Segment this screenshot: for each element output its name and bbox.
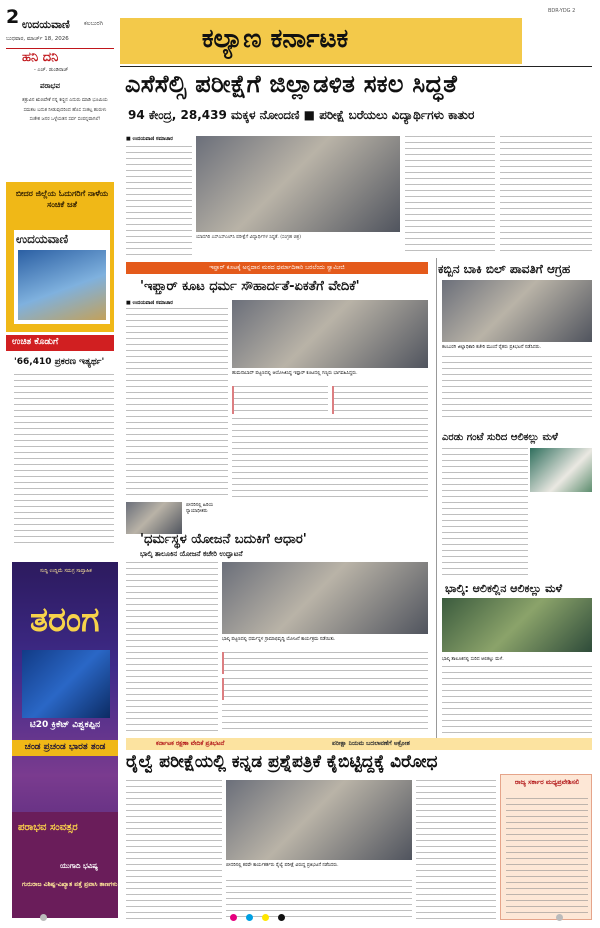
ad-tagline-2: ಚಂಡ ಪ್ರಚಂಡ ಭಾರತ ತಂಡ bbox=[24, 742, 106, 752]
registration-mark bbox=[230, 914, 237, 921]
lead-body-col-2 bbox=[405, 136, 495, 256]
sugarcane-body bbox=[442, 356, 592, 418]
dharmasthala-headline: 'ಧರ್ಮಸ್ಥಳ ಯೋಜನೆ ಬದುಕಿಗೆ ಆಧಾರ' bbox=[140, 532, 307, 547]
judge-photo-caption: ಬೀದರಿನಲ್ಲಿ ಹಿರಿಯ ನ್ಯಾಯಾಧೀಶರು bbox=[186, 503, 214, 514]
gift-text: ಉಚಿತ ಕೊಡುಗೆ bbox=[12, 337, 59, 347]
registration-mark bbox=[246, 914, 253, 921]
promo-text: ಬೀದರ ಜಿಲ್ಲೆಯ ಓದುಗರಿಗೆ ನಾಳೆಯ ಸಂಚಿಕೆ ಜತೆ bbox=[15, 189, 109, 209]
railway-body-col-2 bbox=[226, 880, 412, 920]
iftar-byline: ■ ಉದಯವಾಣಿ ಸಮಾಚಾರ bbox=[126, 300, 173, 306]
sidebar-note-title: ರಾಜ್ಯ ಸರ್ಕಾರ ಮಧ್ಯಪ್ರವೇಶಿಸಲಿ bbox=[514, 778, 580, 786]
section-title: ಕಲ್ಯಾಣ ಕರ್ನಾಟಕ bbox=[201, 24, 349, 54]
ad-logo-text: ಸುದ್ದಿ ಉದ್ದಿಮೆ ಸಮಗ್ರ ಸಾಪ್ತಾಹಿಕ bbox=[40, 568, 92, 574]
railway-body-col-1 bbox=[126, 780, 222, 920]
railway-body-col-3 bbox=[416, 780, 496, 920]
registration-mark bbox=[556, 914, 563, 921]
masthead-rule bbox=[120, 66, 592, 67]
ad-bottom-text: ಗುರುರಾಜ ವಿಶಿಷ್ಟ-ವಿಖ್ಯಾತ ಪತ್ತೆ ಪ್ರವಾಸಿ ತಾಣಗಳು bbox=[22, 881, 118, 888]
sugarcane-photo bbox=[442, 280, 592, 342]
column-divider bbox=[436, 258, 437, 738]
page-code: BDR-YDG 2 bbox=[548, 8, 576, 14]
lead-byline: ■ ಉದಯವಾಣಿ ಸಮಾಚಾರ bbox=[126, 136, 173, 142]
dharmasthala-caption: ಭಾಲ್ಕಿ ಪಟ್ಟಣದಲ್ಲಿ ಧರ್ಮಸ್ಥಳ ಗ್ರಾಮಾಭಿವೃದ್ಧಿ ಯೋಜನೆ ಕಾರ್ಯಕ್ರಮ ನಡೆಯಿತು. bbox=[222, 637, 336, 642]
ad-players-image bbox=[22, 650, 110, 718]
iftar-headline: 'ಇಫ್ತಾರ್ ಕೂಟ ಧರ್ಮ ಸೌಹಾರ್ದತೆ-ಏಕತೆಗೆ ವೇದಿಕೆ' bbox=[140, 279, 360, 294]
sidebar-note-text bbox=[506, 798, 588, 916]
railway-headline: ರೈಲ್ವೆ ಪರೀಕ್ಷೆಯಲ್ಲಿ ಕನ್ನಡ ಪ್ರಶ್ನೆಪತ್ರಿಕೆ ಕೈಬಿಟ್ಟಿದ್ದಕ್ಕೆ ವಿರೋಧ bbox=[126, 752, 438, 772]
paper-name: ಉದಯವಾಣಿ bbox=[22, 18, 70, 31]
column-title: ಹನಿ ದನಿ bbox=[22, 50, 59, 65]
iftar-body-col-2 bbox=[232, 418, 428, 498]
registration-mark bbox=[278, 914, 285, 921]
iftar-body-col-1 bbox=[126, 308, 228, 498]
sugarcane-caption: ಕಲಬುರಗಿ ಜಿಲ್ಲಾಧಿಕಾರಿ ಕಚೇರಿ ಮುಂದೆ ರೈತರು ಪ್ರತಿಭಟನೆ ನಡೆಸಿದರು. bbox=[442, 345, 542, 350]
bhalki-hail-photo bbox=[442, 598, 592, 652]
bhalki-hail-headline: ಭಾಲ್ಕಿ: ಆಲಿಕಲ್ಲಿನ ಆಲಿಕಲ್ಲು ಮಳೆ bbox=[445, 582, 563, 595]
iftar-photo bbox=[232, 300, 428, 368]
brief-headline: '66,410 ಪ್ರಕರಣ ಇತ್ಯರ್ಥ' bbox=[14, 357, 105, 367]
promo-paper-name: ಉದಯವಾಣಿ bbox=[16, 232, 69, 246]
railway-caption: ಬೀದರಿನಲ್ಲಿ ಕರವೇ ಕಾರ್ಯಕರ್ತರು ರೈಲ್ವೆ ಪರೀಕ್ಷೆ ವಿರುದ್ಧ ಪ್ರತಿಭಟನೆ ನಡೆಸಿದರು. bbox=[226, 863, 339, 868]
dharmasthala-quote-2 bbox=[222, 678, 428, 700]
poem-title: ಪರಾಭವ bbox=[40, 82, 60, 90]
dharmasthala-body-col-1 bbox=[126, 562, 218, 732]
bhalki-hail-caption: ಭಾಲ್ಕಿ ತಾಲೂಕಿನಲ್ಲಿ ಸುರಿದ ಆಲಿಕಲ್ಲು ಮಳೆ. bbox=[442, 657, 504, 662]
lead-body-col-3 bbox=[500, 136, 592, 256]
sugarcane-headline: ಕಬ್ಬಿನ ಬಾಕಿ ಬಿಲ್ ಪಾವತಿಗೆ ಆಗ್ರಹ bbox=[438, 262, 571, 276]
lead-headline: ಎಸೆಸೆಲ್ಸಿ ಪರೀಕ್ಷೆಗೆ ಜಿಲ್ಲಾಡಳಿತ ಸಕಲ ಸಿದ್ಧತೆ bbox=[125, 70, 458, 98]
yugadi-title: ಪರಾಭವ ಸಂವತ್ಸರ bbox=[18, 822, 78, 833]
dharmasthala-quote-1 bbox=[222, 652, 428, 674]
brief-body-text bbox=[14, 374, 114, 544]
railway-kicker-1: ಕರ್ನಾಟಕ ರಕ್ಷಣಾ ವೇದಿಕೆ ಪ್ರತಿಭಟನೆ bbox=[156, 740, 225, 747]
lead-photo bbox=[196, 136, 400, 232]
dharmasthala-subheadline: ಭಾಲ್ಕಿ ತಾಲೂಕಿನ ಯೋಜನೆ ಕಚೇರಿ ಉದ್ಘಾಟನೆ bbox=[140, 550, 243, 558]
page-number: 2 bbox=[6, 6, 20, 28]
left-top-rule bbox=[6, 48, 114, 49]
judge-photo bbox=[126, 502, 182, 534]
bhalki-hail-body bbox=[442, 666, 592, 734]
registration-mark bbox=[262, 914, 269, 921]
hailstorm-headline: ಎರಡು ಗಂಟೆ ಸುರಿದ ಆಲಿಕಲ್ಲು ಮಳೆ bbox=[442, 432, 558, 443]
railway-kicker-2: ಪರೀಕ್ಷಾ ನಿಯಮ ಬದಲಾವಣೆಗೆ ಆಕ್ರೋಶ bbox=[332, 740, 410, 747]
promo-cover-image bbox=[18, 250, 106, 320]
iftar-photo-caption: ಹುಮನಾಬಾದ್ ಪಟ್ಟಣದಲ್ಲಿ ಆಯೋಜಿಸಿದ್ದ ಇಫ್ತಾರ್ ಕೂಟದಲ್ಲಿ ಗಣ್ಯರು ಭಾಗವಹಿಸಿದ್ದರು. bbox=[232, 371, 358, 376]
registration-mark bbox=[40, 914, 47, 921]
lead-photo-caption: ಯಾದಗಿರಿ ಎಸ್ಎಸ್ಎಲ್‌ಸಿ ಪರೀಕ್ಷೆಗೆ ವಿದ್ಯಾರ್ಥಿಗಳ ಸಿದ್ಧತೆ. (ಸಂಗ್ರಹ ಚಿತ್ರ) bbox=[196, 235, 301, 240]
iftar-kicker: ಇಫ್ತಾರ್ ಕೂಟಕ್ಕೆ ಅನ್ನದಾನ ಮಠದ ಧರ್ಮಾದಿಕಾರಿ ಬರಲೆಂದು ಸ್ವಾಮೀಜಿ bbox=[209, 264, 345, 271]
ad-brand: ತರಂಗ bbox=[30, 600, 100, 640]
hailstones-photo bbox=[530, 448, 592, 492]
dharmasthala-photo bbox=[222, 562, 428, 634]
date-line: ಬುಧವಾರ, ಮಾರ್ಚ್ 18, 2026 bbox=[6, 36, 69, 42]
poem-text: ಶತ್ರುವಿನ ಋಣವೇಕೆ ನನ್ನ ಕಣ್ಣಿನ ಎದುರು ಮಾಡಿ ಭೂಮಿಯ ಸಮತಲ ಬದುಕ ನೀಡುವುದರಿಂದ ಹೊಸ ಸಂಕಲ್ಪ ಹುರುಳು ಸಂಕೇತ ಜನರ ಒಳ್ಳೆಯತನ ಸರ್ವ ಸಂಪನ್ನವಾಗಲೆ! bbox=[22, 98, 108, 122]
hailstorm-body bbox=[442, 448, 528, 578]
lead-subheadline: 94 ಕೇಂದ್ರ, 28,439 ಮಕ್ಕಳ ನೋಂದಣಿ ■ ಪರೀಕ್ಷೆ ಬರೆಯಲು ವಿದ್ಯಾರ್ಥಿಗಳು ಕಾತುರ bbox=[128, 108, 475, 122]
yugadi-subtitle: ಯುಗಾದಿ ಭವಿಷ್ಯ bbox=[60, 862, 98, 870]
lead-body-col-1 bbox=[126, 146, 192, 256]
iftar-quote-1 bbox=[232, 386, 328, 414]
paper-city: ಕಲಬುರಗಿ bbox=[84, 20, 104, 27]
iftar-quote-2 bbox=[332, 386, 428, 414]
dharmasthala-body-col-2 bbox=[222, 704, 428, 734]
railway-protest-photo bbox=[226, 780, 412, 860]
column-author: - ಎಚ್. ಡುಂಡಿರಾಜ್ bbox=[34, 67, 69, 73]
ad-tagline: ಟಿ20 ಕ್ರಿಕೆಟ್ ವಿಶ್ವಕಪ್ಪಿನ bbox=[29, 720, 101, 730]
